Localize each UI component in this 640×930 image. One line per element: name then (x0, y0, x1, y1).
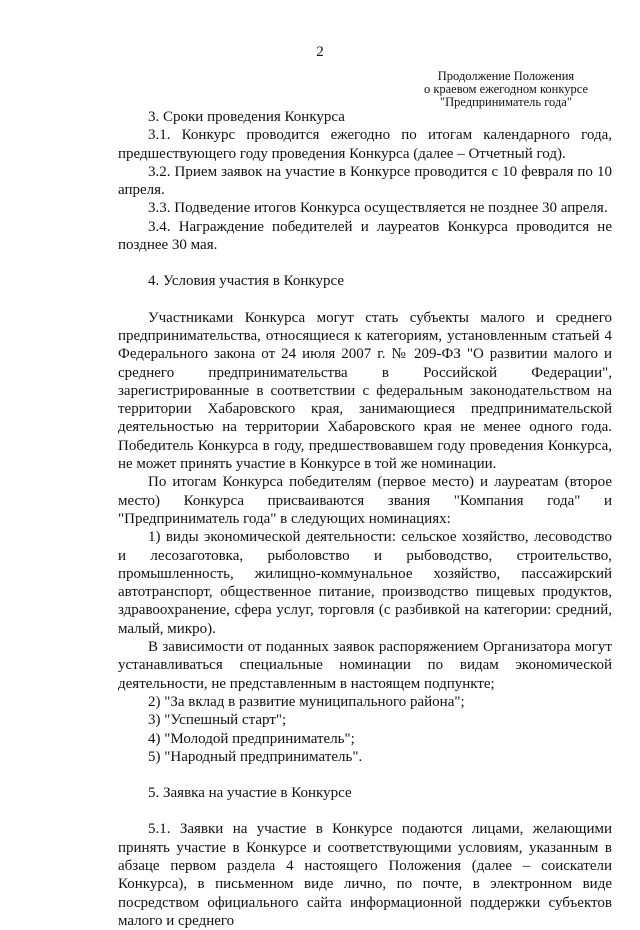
list-item: 3) "Успешный старт"; (148, 712, 287, 729)
header-note-line: Продолжение Положения (437, 69, 575, 83)
paragraph: 5.1. Заявки на участие в Конкурсе подаются лицами, желающими принять участие в Конкурсе и соответствующими условиям, указанным в абзаце первом раздела 4 настоящего Положения (далее – соискатели Конкурса), в письменном виде лично, по почте, в электронном виде посредством официального сайта информационной поддержки субъектов малого и среднего (118, 821, 612, 929)
paragraph: 3.4. Награждение победителей и лауреатов Конкурса проводится не позднее 30 мая. (118, 218, 612, 254)
list-item: 2) "За вклад в развитие муниципального района"; (148, 693, 465, 710)
page-number: 2 (316, 44, 324, 60)
spacer (118, 766, 612, 784)
header-note-line: "Предприниматель года" (439, 95, 572, 109)
list-item: 4) "Молодой предприниматель"; (148, 730, 355, 747)
section-heading: 4. Условия участия в Конкурсе (148, 273, 345, 290)
paragraph: 3.3. Подведение итогов Конкурса осуществляется не позднее 30 апреля. (148, 200, 608, 217)
spacer (118, 254, 612, 272)
section-heading: 3. Сроки проведения Конкурса (148, 109, 345, 125)
header-note-line: о краевом ежегодном конкурсе (423, 82, 588, 96)
paragraph: 3.2. Прием заявок на участие в Конкурсе проводится с 10 февраля по 10 апреля. (118, 163, 612, 199)
section-heading: 5. Заявка на участие в Конкурсе (148, 785, 352, 802)
paragraph: В зависимости от поданных заявок распоряжением Организатора могут устанавливаться специальные номинации по видам экономической деятельности, не представленным в настоящем подпункте; (118, 639, 612, 692)
document-body (118, 108, 612, 930)
paragraph: 3.1. Конкурс проводится ежегодно по итогам календарного года, предшествующего году проведения Конкурса (далее – Отчетный год). (118, 127, 612, 162)
list-item: 1) виды экономической деятельности: сельское хозяйство, лесоводство и лесозаготовка, рыболовство и рыбоводство, строительство, промышленность, жилищно-коммунальное хозяйство, пассажирский автотранспорт, общественное питание, производство пищевых продуктов, здравоохранение, сфера услуг, торговля (с разбивкой на категории: средний, малый, микро). (118, 529, 612, 637)
header-note (424, 70, 588, 109)
list-item: 5) "Народный предприниматель". (148, 748, 363, 765)
paragraph: По итогам Конкурса победителям (первое место) и лауреатам (второе место) Конкурса присваиваются звания "Компания года" и "Предприниматель года" в следующих номинациях: (118, 474, 612, 527)
spacer (118, 291, 612, 309)
paragraph: Участниками Конкурса могут стать субъекты малого и среднего предпринимательства, относящиеся к категориям, установленным статьей 4 Федерального закона от 24 июля 2007 г. № 209-ФЗ "О развитии малого и среднего предпринимательства в Российской Федерации", зарегистрированные в соответствии с федеральным законодательством на территории Хабаровского края, занимающиеся предпринимательской деятельностью на территории Хабаровского края не менее одного года. Победитель Конкурса в году, предшествовавшем году проведения Конкурса, не может принять участие в Конкурсе в той же номинации. (118, 309, 612, 473)
spacer (118, 802, 612, 820)
